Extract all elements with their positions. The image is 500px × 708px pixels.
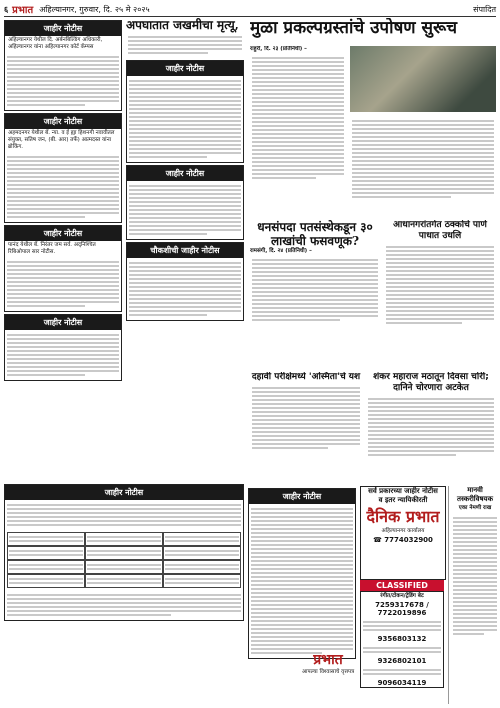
notice-box-6	[126, 165, 244, 240]
notice-subtitle: अहिल्यानगर येथील दि. अर्बनबिल्डिंग अधिकारी, अहिल्यानगर यांना अहिल्यानगर कोर्ट कॅम्पस	[8, 37, 103, 50]
main-story-column-1	[250, 46, 346, 216]
main-story-body-continued	[350, 116, 496, 202]
fraud-headline: धनसंपदा पतसंस्थेकडून ३० लाखांची फसवणूक?	[257, 220, 373, 248]
classified-phone-1: 7259317678 / 7722019896	[375, 601, 429, 617]
exam-story	[250, 372, 362, 482]
section-label: संपादित	[473, 4, 496, 14]
chaukashi-notice	[126, 242, 244, 321]
water-body	[384, 242, 496, 328]
accident-headline: अपघातात जखमीचा मृत्यू,	[126, 18, 239, 32]
notice-box-1	[4, 20, 122, 111]
exam-body	[250, 383, 362, 453]
notice-title: जाहीर नोटीस	[5, 485, 243, 500]
accident-body	[126, 32, 244, 58]
notice-box-3	[4, 225, 122, 312]
notice-title: जाहीर नोटीस	[249, 489, 355, 504]
notice-body	[5, 257, 121, 311]
footer-masthead: प्रभात	[313, 652, 343, 668]
classified-ads	[360, 591, 444, 688]
help-column	[448, 486, 499, 704]
ad-line-2: व इतर न्यायिकीरती	[378, 496, 428, 504]
notice-box-8	[248, 488, 356, 659]
ad-org-logo: दैनिक प्रभात	[366, 507, 440, 526]
classified-label: CLASSIFIED	[360, 580, 444, 591]
ad-line-1: सर्व प्रकारच्या जाहीर नोटीस	[368, 487, 438, 495]
notice-body	[5, 330, 121, 380]
page-header	[4, 2, 496, 17]
notice-title: जाहीर नोटीस	[5, 114, 121, 129]
notice-title: जाहीर नोटीस	[5, 21, 121, 36]
exam-headline: दहावी परीक्षेमध्ये 'अस्मिता'चे यश	[251, 372, 361, 382]
notice-body	[127, 258, 243, 320]
page-number: ६	[4, 4, 9, 14]
main-headline: मुळा प्रकल्पग्रस्तांचे उपोषण सुरूच	[250, 18, 457, 38]
date-line: अहिल्यानगर, गुरुवार, दि. २५ मे २०२५	[39, 4, 150, 14]
public-notice-ad	[360, 486, 446, 580]
notice-body	[127, 181, 243, 239]
notice-box-5	[126, 60, 244, 163]
fraud-dateline: रामसंगी, दि. २४ (प्रतिनिधी) –	[250, 248, 312, 254]
classified-phone-4: 9096034119	[377, 679, 427, 687]
notice-subtitle: अहमदनगर येथील बँ. न्या. व ई ह्या हिशनगी नवावीतल संयुक्त, सतिष जन, (बी. आर) तर्फे) आत्मदस्त यांना ब्रोकिंग.	[8, 130, 115, 150]
notice-title: जाहीर नोटीस	[5, 226, 121, 241]
footer-tagline: आपल्या विश्वासाचे वृत्तपत्र	[301, 669, 355, 675]
fraud-story	[250, 220, 380, 370]
notice-title: चौकशीची जाहीर नोटीस	[127, 243, 243, 258]
help-body	[451, 513, 499, 639]
theft-body	[366, 394, 496, 460]
help-headline: मानवी तस्करीविषयक	[457, 486, 493, 503]
second-column	[126, 18, 244, 538]
masthead: प्रभात	[12, 5, 34, 16]
main-headline-block	[250, 18, 496, 44]
notice-body-footer	[5, 590, 243, 620]
bottom-left-notice	[4, 482, 244, 704]
notice-body	[249, 504, 355, 658]
notice-body	[5, 52, 121, 110]
protest-photo	[350, 46, 496, 112]
fraud-body	[250, 255, 380, 325]
notice-body	[5, 500, 243, 530]
ad-phone: ☎ 7774032900	[373, 536, 433, 544]
notice-body	[5, 152, 121, 222]
help-subhead: एका नेमणी राख	[458, 505, 492, 511]
classified-phone-2: 9356803132	[377, 635, 427, 643]
classified-block	[360, 580, 444, 704]
main-story-column-2	[350, 116, 496, 216]
ad-office: अहिल्यानगर कार्यालय	[381, 528, 425, 534]
water-headline: आधानगरांतर्गत ठक्कोचे पाणे पाधात उधलि	[393, 220, 487, 241]
theft-headline: शंकर महाराज मठातून दिवसा चोरी; दानिने चोरणारा अटकेत	[373, 372, 489, 393]
classified-phone-3: 9326802101	[377, 657, 427, 665]
notice-title: जाहीर नोटीस	[127, 166, 243, 181]
notice-table	[5, 530, 243, 590]
classified-head: रंगीत/टोकन/ट्रेडिंग बेट	[380, 593, 424, 599]
notice-title: जाहीर नोटीस	[5, 315, 121, 330]
notice-body	[127, 76, 243, 162]
notice-box-2	[4, 113, 122, 223]
notice-title: जाहीर नोटीस	[127, 61, 243, 76]
footer-masthead-block	[300, 650, 356, 676]
main-dateline: राहुरी, दि. २३ (प्रतिनिधी) –	[250, 46, 307, 52]
main-story-body	[250, 53, 346, 183]
notice-box-7	[4, 484, 244, 621]
water-story	[384, 220, 496, 370]
notice-subtitle: पानंद येथील बँ. निरंतर जम सर्व. अद्निश्चित रिबिओपाल सार नोटीस.	[8, 242, 96, 255]
notice-box-4	[4, 314, 122, 381]
theft-story	[366, 372, 496, 482]
